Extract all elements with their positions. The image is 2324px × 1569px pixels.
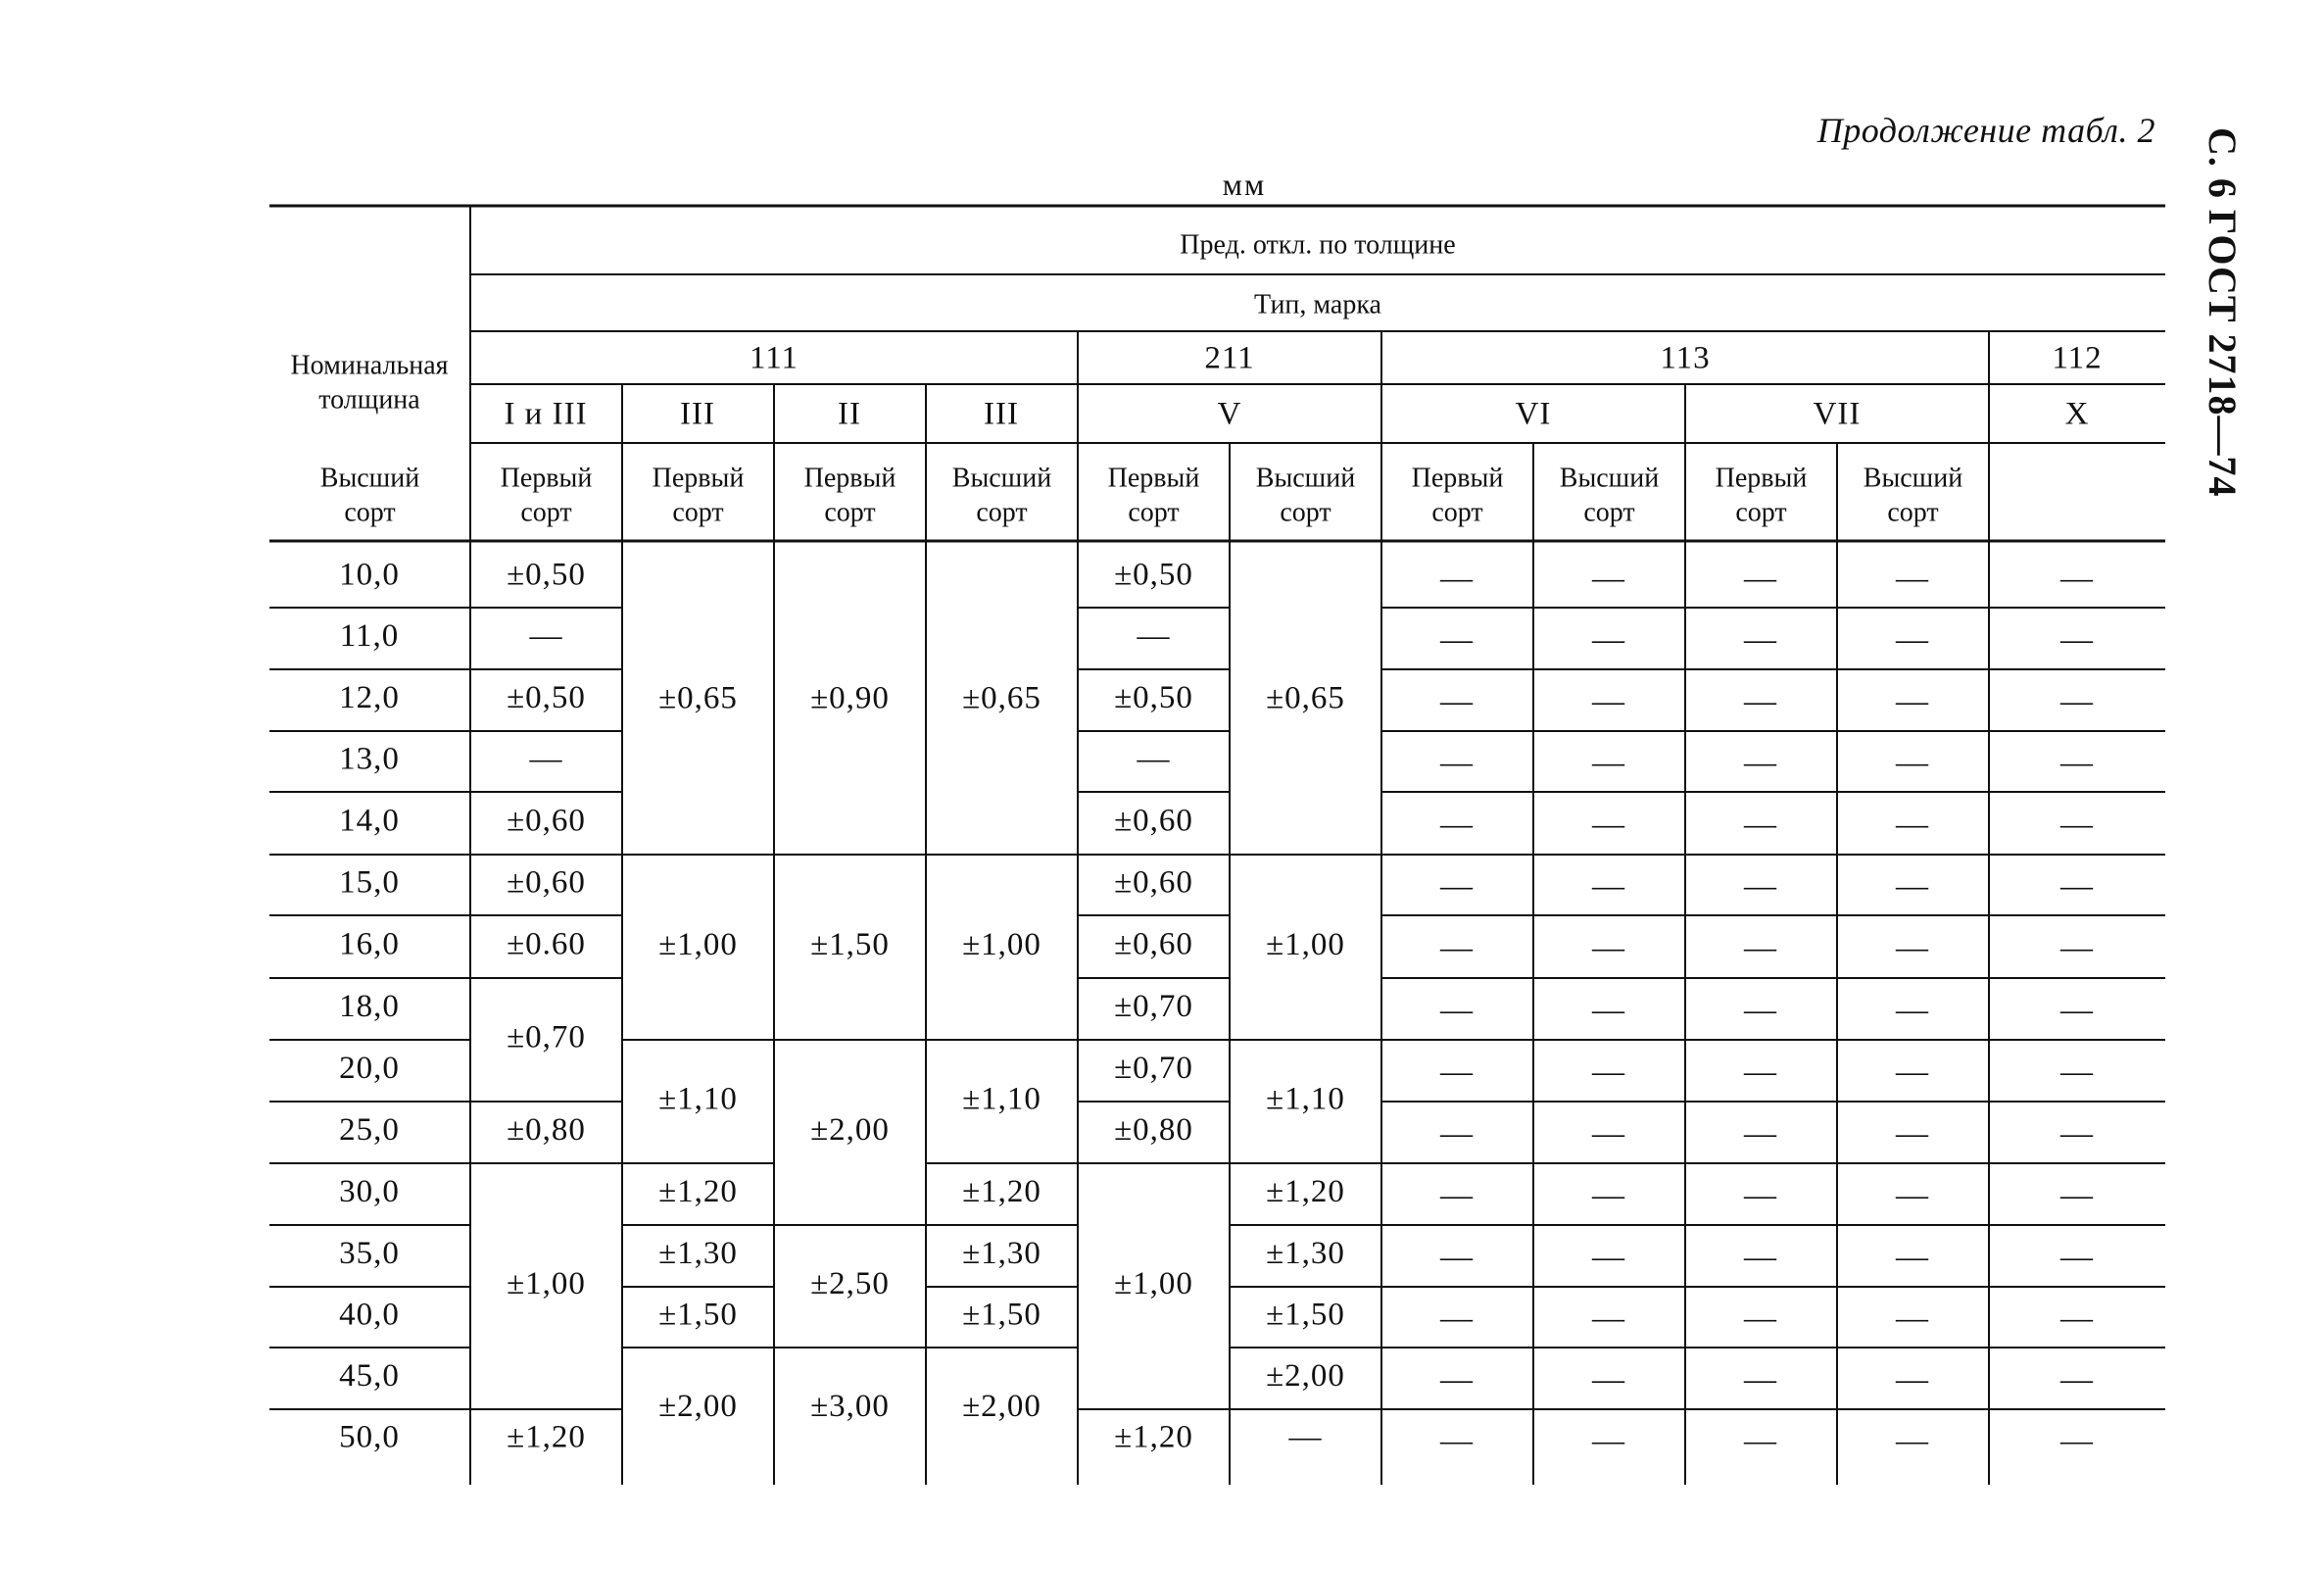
empty-cell: — bbox=[1744, 1300, 1777, 1337]
nominal-thickness-cell: 15,0 bbox=[339, 864, 400, 901]
empty-cell: — bbox=[1896, 745, 1929, 781]
tolerance-cell: ±0,70 bbox=[507, 1019, 586, 1055]
nominal-thickness-cell: 16,0 bbox=[339, 926, 400, 962]
mark-label: X bbox=[2064, 396, 2090, 432]
tolerance-cell: ±0,70 bbox=[1114, 1051, 1193, 1087]
empty-cell: — bbox=[1744, 1116, 1777, 1152]
empty-cell: — bbox=[1896, 1054, 1929, 1091]
empty-cell: — bbox=[1744, 1362, 1777, 1398]
tolerance-cell: ±2,00 bbox=[658, 1389, 738, 1425]
empty-cell: — bbox=[1896, 1116, 1929, 1152]
empty-cell: — bbox=[1592, 561, 1625, 597]
tolerance-cell: ±1,00 bbox=[1114, 1266, 1193, 1302]
empty-cell: — bbox=[1744, 1054, 1777, 1091]
type-code-111: 111 bbox=[749, 340, 799, 376]
grade-label: сорт bbox=[1280, 497, 1331, 528]
empty-cell: — bbox=[2060, 622, 2094, 659]
tolerance-cell: — bbox=[529, 741, 563, 777]
tolerance-cell: ±0,60 bbox=[507, 864, 586, 901]
grade-label: Первый bbox=[652, 463, 745, 494]
nominal-thickness-cell: 18,0 bbox=[339, 989, 400, 1025]
nominal-thickness-cell: 14,0 bbox=[339, 803, 400, 839]
empty-cell: — bbox=[1440, 684, 1474, 720]
empty-cell: — bbox=[1592, 1054, 1625, 1091]
tolerance-cell: ±0,60 bbox=[507, 803, 586, 839]
empty-cell: — bbox=[1440, 993, 1474, 1029]
empty-cell: — bbox=[2060, 1178, 2094, 1214]
tolerance-cell: ±0,70 bbox=[1114, 989, 1193, 1025]
empty-cell: — bbox=[1592, 1423, 1625, 1459]
empty-cell: — bbox=[1744, 807, 1777, 843]
tolerance-cell: ±2,50 bbox=[810, 1266, 890, 1302]
grade-label: Первый bbox=[500, 463, 593, 494]
tolerance-cell: — bbox=[1137, 741, 1171, 777]
empty-cell: — bbox=[2060, 1423, 2094, 1459]
grade-label: сорт bbox=[976, 497, 1028, 528]
tolerance-cell: — bbox=[1288, 1419, 1323, 1455]
tolerance-cell: ±0,90 bbox=[810, 680, 890, 716]
empty-cell: — bbox=[1744, 684, 1777, 720]
empty-cell: — bbox=[2060, 561, 2094, 597]
empty-cell: — bbox=[1896, 1300, 1929, 1337]
mark-label: VII bbox=[1813, 396, 1862, 432]
tolerance-cell: ±1,50 bbox=[658, 1297, 738, 1333]
empty-cell: — bbox=[1896, 807, 1929, 843]
empty-cell: — bbox=[1896, 684, 1929, 720]
empty-cell: — bbox=[1744, 1423, 1777, 1459]
nominal-thickness-cell: 11,0 bbox=[339, 618, 400, 655]
empty-cell: — bbox=[2060, 1362, 2094, 1398]
tolerance-cell: ±0,60 bbox=[1114, 803, 1193, 839]
tolerance-cell: ±1,00 bbox=[658, 927, 738, 963]
grade-label: Первый bbox=[1107, 463, 1200, 494]
empty-cell: — bbox=[1440, 1423, 1474, 1459]
empty-cell: — bbox=[1440, 868, 1474, 905]
empty-cell: — bbox=[1896, 993, 1929, 1029]
tolerance-cell: ±2,00 bbox=[962, 1389, 1041, 1425]
empty-cell: — bbox=[1440, 930, 1474, 966]
grade-label: сорт bbox=[1128, 497, 1180, 528]
empty-cell: — bbox=[1592, 868, 1625, 905]
grade-label: сорт bbox=[344, 497, 396, 528]
tolerance-cell: ±1,10 bbox=[1266, 1081, 1345, 1117]
tolerance-cell: ±1,50 bbox=[962, 1297, 1041, 1333]
mark-label: II bbox=[838, 396, 861, 432]
grade-label: сорт bbox=[1887, 497, 1939, 528]
tolerance-cell: ±0,60 bbox=[1114, 864, 1193, 901]
nominal-thickness-cell: 40,0 bbox=[339, 1297, 400, 1333]
mark-label: V bbox=[1217, 396, 1242, 432]
tolerance-cell: — bbox=[1137, 618, 1171, 655]
tolerance-cell: ±0,65 bbox=[658, 680, 738, 716]
nominal-thickness-cell: 10,0 bbox=[339, 557, 400, 593]
mark-label: III bbox=[984, 396, 1019, 432]
nominal-thickness-cell: 20,0 bbox=[339, 1051, 400, 1087]
tolerance-cell: ±0.60 bbox=[507, 926, 586, 962]
type-code-112: 112 bbox=[2052, 340, 2103, 376]
empty-cell: — bbox=[1440, 1300, 1474, 1337]
empty-cell: — bbox=[1592, 1300, 1625, 1337]
grade-label: Первый bbox=[803, 463, 896, 494]
nominal-thickness-cell: 30,0 bbox=[339, 1174, 400, 1210]
empty-cell: — bbox=[1440, 745, 1474, 781]
empty-cell: — bbox=[2060, 868, 2094, 905]
grade-label: Высший bbox=[1863, 463, 1963, 494]
grade-label: Высший bbox=[1255, 463, 1356, 494]
tolerance-cell: ±0,65 bbox=[1266, 680, 1345, 716]
tolerance-cell: ±1,00 bbox=[1266, 927, 1345, 963]
grade-label: сорт bbox=[824, 497, 876, 528]
tolerance-cell: ±1,00 bbox=[962, 927, 1041, 963]
empty-cell: — bbox=[1896, 1362, 1929, 1398]
row-header-label: толщина bbox=[318, 384, 420, 416]
mark-label: I и III bbox=[504, 396, 588, 432]
grade-label: Высший bbox=[1559, 463, 1660, 494]
empty-cell: — bbox=[1592, 1240, 1625, 1276]
nominal-thickness-cell: 35,0 bbox=[339, 1236, 400, 1272]
empty-cell: — bbox=[1744, 868, 1777, 905]
empty-cell: — bbox=[1440, 1240, 1474, 1276]
empty-cell: — bbox=[1744, 1178, 1777, 1214]
tolerance-cell: ±0,65 bbox=[962, 680, 1041, 716]
tolerance-cell: ±1,20 bbox=[658, 1174, 738, 1210]
empty-cell: — bbox=[1896, 561, 1929, 597]
grade-label: сорт bbox=[1431, 497, 1483, 528]
row-header-label: Номинальная bbox=[290, 350, 449, 381]
empty-cell: — bbox=[1592, 930, 1625, 966]
type-code-211: 211 bbox=[1204, 340, 1255, 376]
empty-cell: — bbox=[2060, 993, 2094, 1029]
tolerance-cell: ±1,30 bbox=[1266, 1236, 1345, 1272]
type-code-113: 113 bbox=[1660, 340, 1711, 376]
empty-cell: — bbox=[1440, 622, 1474, 659]
empty-cell: — bbox=[2060, 745, 2094, 781]
tolerance-cell: ±1,30 bbox=[658, 1236, 738, 1272]
empty-cell: — bbox=[1592, 622, 1625, 659]
tolerance-cell: ±1,20 bbox=[507, 1419, 586, 1455]
tolerance-cell: ±0,80 bbox=[507, 1112, 586, 1149]
empty-cell: — bbox=[1896, 1178, 1929, 1214]
empty-cell: — bbox=[1440, 1362, 1474, 1398]
empty-cell: — bbox=[1440, 1116, 1474, 1152]
empty-cell: — bbox=[1440, 1178, 1474, 1214]
empty-cell: — bbox=[2060, 1300, 2094, 1337]
empty-cell: — bbox=[1440, 807, 1474, 843]
empty-cell: — bbox=[1592, 1362, 1625, 1398]
empty-cell: — bbox=[2060, 807, 2094, 843]
tolerance-cell: — bbox=[529, 618, 563, 655]
empty-cell: — bbox=[1440, 1054, 1474, 1091]
table-continuation-caption: Продолжение табл. 2 bbox=[1816, 111, 2155, 150]
empty-cell: — bbox=[1744, 561, 1777, 597]
type-header: Тип, марка bbox=[1254, 289, 1381, 320]
empty-cell: — bbox=[1592, 1116, 1625, 1152]
tolerance-cell: ±1,20 bbox=[1114, 1419, 1193, 1455]
grade-label: Высший bbox=[319, 463, 420, 494]
tolerance-cell: ±0,60 bbox=[1114, 926, 1193, 962]
tolerance-cell: ±1,00 bbox=[507, 1266, 586, 1302]
nominal-thickness-cell: 13,0 bbox=[339, 741, 400, 777]
nominal-thickness-cell: 12,0 bbox=[339, 680, 400, 716]
empty-cell: — bbox=[1896, 1423, 1929, 1459]
nominal-thickness-cell: 45,0 bbox=[339, 1358, 400, 1395]
empty-cell: — bbox=[1896, 1240, 1929, 1276]
grade-label: Первый bbox=[1411, 463, 1504, 494]
tolerance-cell: ±1,10 bbox=[962, 1081, 1041, 1117]
grade-label: сорт bbox=[1735, 497, 1787, 528]
tolerance-cell: ±0,80 bbox=[1114, 1112, 1193, 1149]
empty-cell: — bbox=[1896, 868, 1929, 905]
tolerance-cell: ±0,50 bbox=[507, 557, 586, 593]
empty-cell: — bbox=[2060, 1054, 2094, 1091]
mark-label: III bbox=[680, 396, 715, 432]
empty-cell: — bbox=[1744, 745, 1777, 781]
empty-cell: — bbox=[1896, 930, 1929, 966]
empty-cell: — bbox=[1592, 807, 1625, 843]
tolerance-cell: ±1,50 bbox=[810, 927, 890, 963]
tolerance-cell: ±1,10 bbox=[658, 1081, 738, 1117]
empty-cell: — bbox=[2060, 930, 2094, 966]
nominal-thickness-cell: 50,0 bbox=[339, 1419, 400, 1455]
document-side-label: С. 6 ГОСТ 2718—74 bbox=[2201, 127, 2245, 498]
grade-label: сорт bbox=[672, 497, 724, 528]
tolerance-cell: ±3,00 bbox=[810, 1389, 890, 1425]
mark-label: VI bbox=[1515, 396, 1552, 432]
grade-label: сорт bbox=[1583, 497, 1635, 528]
empty-cell: — bbox=[1744, 993, 1777, 1029]
tolerance-cell: ±1,20 bbox=[1266, 1174, 1345, 1210]
empty-cell: — bbox=[1744, 930, 1777, 966]
group-header: Пред. откл. по толщине bbox=[1180, 229, 1456, 261]
empty-cell: — bbox=[1440, 561, 1474, 597]
nominal-thickness-cell: 25,0 bbox=[339, 1112, 400, 1149]
tolerance-cell: ±0,50 bbox=[507, 680, 586, 716]
empty-cell: — bbox=[2060, 1240, 2094, 1276]
empty-cell: — bbox=[1896, 622, 1929, 659]
unit-label: мм bbox=[1222, 167, 1267, 202]
empty-cell: — bbox=[1744, 622, 1777, 659]
tolerance-cell: ±0,50 bbox=[1114, 680, 1193, 716]
tolerance-cell: ±1,30 bbox=[962, 1236, 1041, 1272]
tolerance-cell: ±0,50 bbox=[1114, 557, 1193, 593]
empty-cell: — bbox=[2060, 684, 2094, 720]
empty-cell: — bbox=[2060, 1116, 2094, 1152]
empty-cell: — bbox=[1592, 745, 1625, 781]
tolerance-cell: ±1,20 bbox=[962, 1174, 1041, 1210]
grade-label: сорт bbox=[520, 497, 572, 528]
grade-label: Первый bbox=[1715, 463, 1808, 494]
empty-cell: — bbox=[1592, 1178, 1625, 1214]
empty-cell: — bbox=[1592, 684, 1625, 720]
empty-cell: — bbox=[1592, 993, 1625, 1029]
tolerance-cell: ±2,00 bbox=[1266, 1358, 1345, 1395]
empty-cell: — bbox=[1744, 1240, 1777, 1276]
tolerance-cell: ±1,50 bbox=[1266, 1297, 1345, 1333]
grade-label: Высший bbox=[951, 463, 1052, 494]
tolerance-cell: ±2,00 bbox=[810, 1112, 890, 1149]
